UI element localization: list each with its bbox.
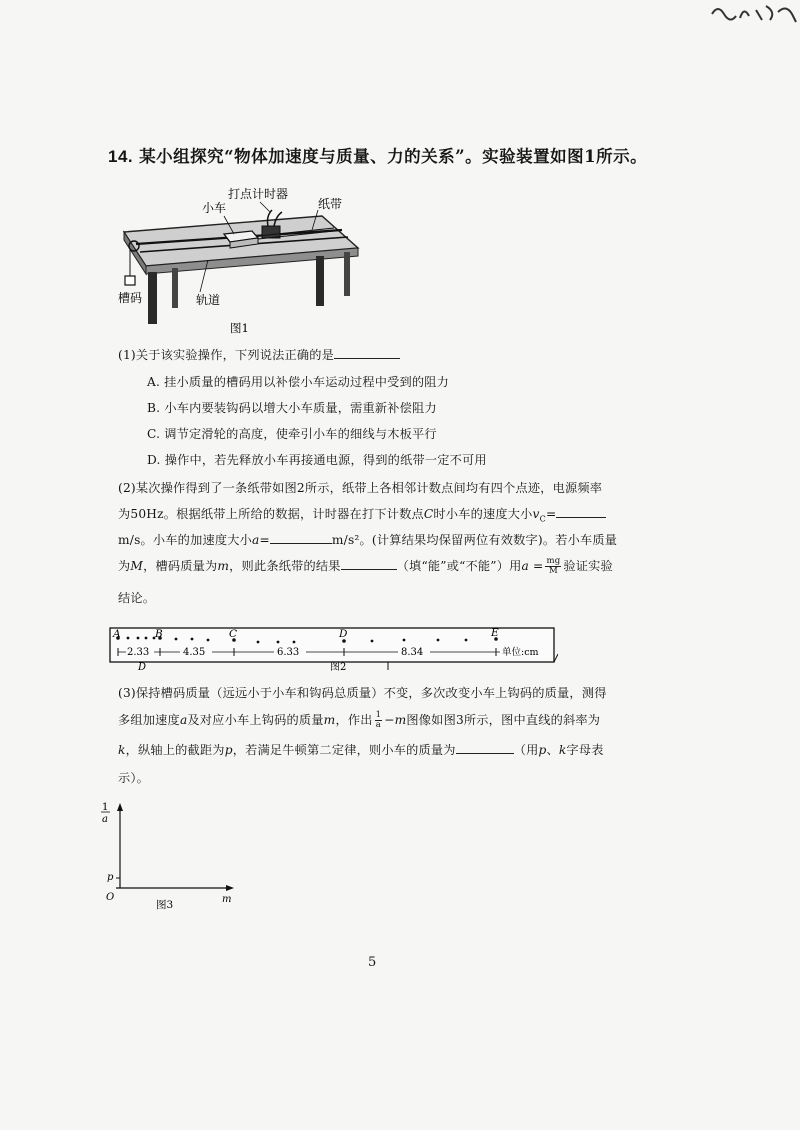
question-title-text: 某小组探究“物体加速度与质量、力的关系”。实验装置如图1所示。 bbox=[139, 147, 648, 166]
segment-de: 8.34 bbox=[401, 647, 424, 658]
part2-line-5: 结论。 bbox=[118, 591, 156, 605]
segment-bc: 4.35 bbox=[183, 647, 206, 658]
point-c-label: C bbox=[229, 628, 238, 640]
weight-hanger bbox=[125, 276, 135, 285]
part3-line-2: 多组加速度a及对应小车上钩码的质量m，作出 $\frac{1}{a}$ −m图像如图3所示，图中直线的斜率为 bbox=[118, 710, 601, 730]
answer-blank-mass bbox=[456, 741, 514, 754]
part2-line-1: (2)某次操作得到了一条纸带如图2所示，纸带上各相邻计数点间均有四个点迹，电源频率 bbox=[118, 481, 603, 495]
point-e-label: E bbox=[491, 627, 499, 639]
x-axis-label: m bbox=[222, 894, 232, 905]
origin-label: O bbox=[106, 892, 115, 903]
option-b: B. 小车内要装钩码以增大小车质量，需重新补偿阻力 bbox=[147, 401, 437, 415]
unit-label: 单位:cm bbox=[502, 647, 539, 658]
part3-line-3: k，纵轴上的截距为p，若满足牛顿第二定律，则小车的质量为 （用p、k字母表 bbox=[118, 743, 604, 757]
part2-line-3: m/s。小车的加速度大小a= m/s²。(计算结果均保留两位有效数字)。若小车质量 bbox=[118, 533, 618, 547]
y-axis-numerator: 1 bbox=[102, 802, 109, 813]
table-leg bbox=[148, 272, 157, 324]
label-tape: 纸带 bbox=[318, 197, 343, 211]
figure-2-paper-tape bbox=[108, 624, 558, 672]
answer-blank-a bbox=[270, 531, 332, 544]
option-c: C. 调节定滑轮的高度，使牵引小车的细线与木板平行 bbox=[147, 427, 437, 441]
question-number: 14. bbox=[108, 147, 134, 166]
part1-stem: (1)关于该实验操作，下列说法正确的是 bbox=[118, 346, 400, 363]
figure-1-caption: 图1 bbox=[230, 321, 249, 335]
label-cart: 小车 bbox=[202, 201, 227, 215]
one-over-a: $\frac{1}{a}$ bbox=[375, 710, 382, 730]
figure-2-caption: 图2 bbox=[330, 662, 347, 672]
scan-scribble-mark bbox=[706, 0, 800, 26]
figure-3-graph bbox=[98, 800, 248, 915]
answer-blank-vc bbox=[556, 505, 606, 518]
label-weight: 槽码 bbox=[118, 291, 143, 305]
tape-strip bbox=[110, 628, 554, 662]
figure-1-apparatus bbox=[112, 180, 372, 340]
segment-cd: 6.33 bbox=[277, 647, 300, 658]
part3-line-1: (3)保持槽码质量（远远小于小车和钩码总质量）不变，多次改变小车上钩码的质量，测得 bbox=[118, 686, 607, 700]
formula: a = bbox=[521, 559, 544, 573]
page-number: 5 bbox=[368, 955, 377, 970]
point-b-label: B bbox=[155, 628, 163, 640]
option-a: A. 挂小质量的槽码用以补偿小车运动过程中受到的阻力 bbox=[147, 375, 450, 389]
point-a-label: A bbox=[113, 628, 121, 640]
label-track: 轨道 bbox=[196, 293, 221, 307]
answer-blank-can bbox=[341, 557, 397, 570]
formula-fraction: $\frac{mg}{M}$ bbox=[546, 556, 561, 576]
label-timer: 打点计时器 bbox=[228, 187, 289, 201]
option-d: D. 操作中，若先释放小车再接通电源，得到的纸带一定不可用 bbox=[147, 453, 487, 467]
figure-3-caption: 图3 bbox=[156, 899, 174, 911]
question-title bbox=[108, 143, 647, 167]
timer bbox=[262, 226, 280, 238]
below-d-label: D bbox=[138, 662, 147, 672]
y-axis-denominator: a bbox=[102, 814, 108, 825]
answer-blank-1 bbox=[334, 346, 400, 359]
part3-line-4: 示）。 bbox=[118, 771, 150, 785]
segment-ab: 2.33 bbox=[127, 647, 150, 658]
part2-line-2: 为50Hz。根据纸带上所给的数据，计时器在打下计数点C时小车的速度大小$v_C=$ bbox=[118, 505, 606, 523]
part2-line-4: 为M，槽码质量为m，则此条纸带的结果 （填“能”或“不能”）用a = $\frac{mg}{M}$ 验证实验 bbox=[118, 556, 613, 576]
intercept-p-label: p bbox=[107, 872, 114, 883]
point-d-label: D bbox=[339, 628, 348, 640]
